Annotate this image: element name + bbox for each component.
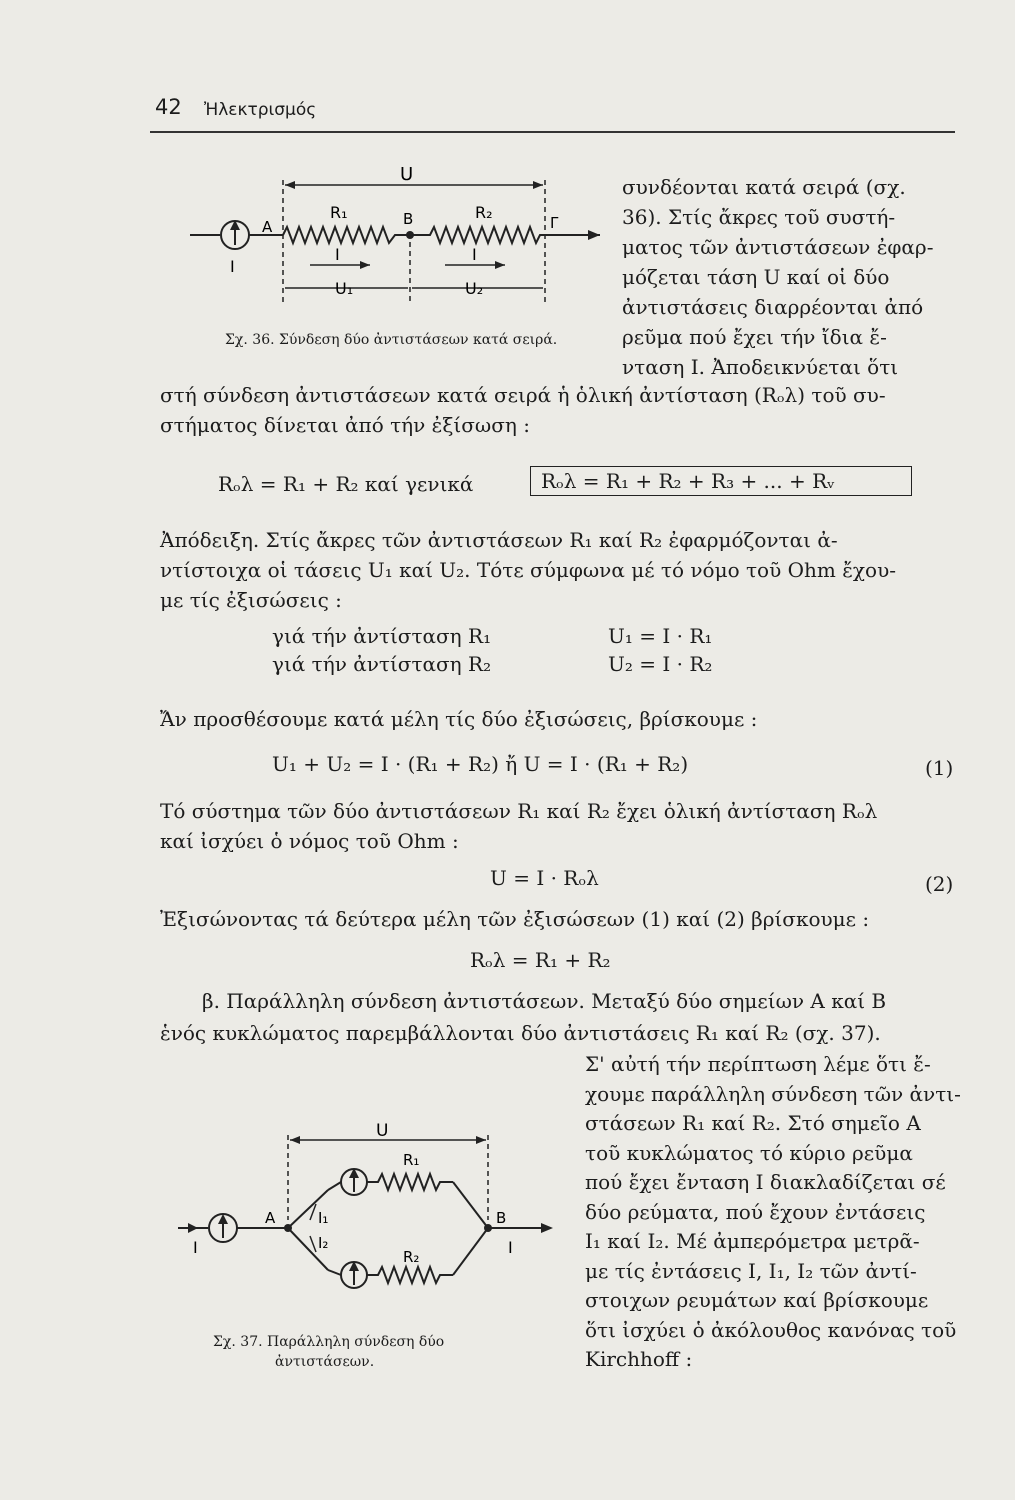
fig36-label-b: B [403,210,414,228]
fig36-label-r2: R₂ [475,203,493,222]
parallel-intro-line-2: ἑνός κυκλώματος παρεμβάλλονται δύο ἀντιστάσεις R₁ καί R₂ (σχ. 37). [160,1021,881,1045]
text-line: ρεῦμα πού ἔχει τήν ἴδια ἔ- [622,325,887,349]
fig36-label-g: Γ [550,214,559,232]
figure-37-caption [213,1332,444,1372]
series-paragraph [160,380,886,440]
text-line: στοιχων ρευμάτων καί βρίσκουμε [585,1288,929,1312]
text-line: δύο ρεύματα, πού ἔχουν ἐντάσεις [585,1199,926,1224]
fig37-label-u: U [376,1121,389,1141]
text-line: στή σύνδεση ἀντιστάσεων κατά σειρά ἡ ὁλική ἀντίσταση (Rₒλ) τοῦ συ- [160,383,886,407]
equation-1-number: (1) [925,756,954,780]
header-rule [150,131,955,133]
fig36-label-u1: U₁ [335,279,354,298]
text-line: μόζεται τάση U καί οἱ δύο [622,265,890,289]
ohm-row-1-label: γιά τήν ἀντίσταση R₁ [272,624,492,648]
fig37-label-r1: R₁ [403,1151,420,1169]
figure-36-series-circuit [190,160,610,310]
fig37-label-b: B [496,1209,507,1227]
text-line: καί ἰσχύει ὁ νόμος τοῦ Ohm : [160,829,459,853]
text-line: με τίς ἐξισώσεις : [160,588,342,612]
right-column-2 [585,1050,961,1375]
text-line: ντίστοιχα οἱ τάσεις U₁ καί U₂. Τότε σύμφωνα μέ τό νόμο τοῦ Ohm ἔχου- [160,558,897,582]
fig37-label-i1: I₁ [318,1209,329,1227]
equate-text: Ἐξισώνοντας τά δεύτερα μέλη τῶν ἐξισώσεων (1) καί (2) βρίσκουμε : [160,907,870,931]
fig36-label-u: U [400,164,414,185]
figure-37-parallel-circuit [178,1120,568,1310]
proof-paragraph [160,525,896,615]
fig37-label-a: A [265,1209,276,1227]
fig36-label-i1: I [335,245,340,264]
ohm-row-2-equation: U₂ = I · R₂ [608,652,713,676]
text-line: Σ' αὐτή τήν περίπτωση λέμε ὅτι ἔ- [585,1052,931,1076]
series-equation: Rₒλ = R₁ + R₂ καί γενικά [218,472,474,496]
text-line: I₁ καί I₂. Μέ ἀμπερόμετρα μετρᾶ- [585,1229,920,1253]
equation-2: U = I · Rₒλ [490,866,599,890]
ohm-row-1-equation: U₁ = I · R₁ [608,624,713,648]
text-line: ἀντιστάσεις διαρρέονται ἀπό [622,295,924,319]
fig36-label-r1: R₁ [330,203,348,222]
text-line: τοῦ κυκλώματος τό κύριο ρεῦμα [585,1140,913,1165]
text-line: Τό σύστημα τῶν δύο ἀντιστάσεων R₁ καί R₂ ἔχει ὁλική ἀντίσταση Rₒλ [160,799,878,823]
text-line: Kirchhoff : [585,1347,693,1371]
fig37-label-i-left: I [193,1238,198,1257]
add-equations-text: Ἄν προσθέσουμε κατά μέλη τίς δύο ἐξισώσεις, βρίσκουμε : [160,707,758,731]
fig36-label-i2: I [472,245,477,264]
text-line: ματος τῶν ἀντιστάσεων ἐφαρ- [622,235,934,259]
text-line: νταση I. Ἀποδεικνύεται ὅτι [622,355,899,379]
ohm-row-2-label: γιά τήν ἀντίσταση R₂ [272,652,492,676]
system-paragraph [160,796,877,856]
text-line: συνδέονται κατά σειρά (σχ. [622,175,906,199]
fig37-label-i2: I₂ [318,1234,329,1252]
parallel-intro-line-1: β. Παράλληλη σύνδεση ἀντιστάσεων. Μεταξύ δύο σημείων A καί B [202,989,887,1013]
text-line: 36). Στίς ἄκρες τοῦ συστή- [622,205,896,229]
fig36-label-a: A [262,218,273,236]
fig37-label-r2: R₂ [403,1248,420,1266]
equation-3: Rₒλ = R₁ + R₂ [470,948,611,972]
text-line: με τίς ἐντάσεις I, I₁, I₂ τῶν ἀντί- [585,1258,917,1283]
text-line: πού ἔχει ἔνταση I διακλαδίζεται σέ [585,1170,946,1194]
text-line: Ἀπόδειξη. Στίς ἄκρες τῶν ἀντιστάσεων R₁ καί R₂ ἐφαρμόζονται ἀ- [160,528,838,552]
caption-line: Σχ. 37. Παράλληλη σύνδεση δύο [213,1334,445,1350]
text-line: ὅτι ἰσχύει ὁ ἀκόλουθος κανόνας τοῦ [585,1317,957,1342]
equation-1: U₁ + U₂ = I · (R₁ + R₂) ἤ U = I · (R₁ + R₂) [272,752,689,776]
text-line: στήματος δίνεται ἀπό τήν ἐξίσωση : [160,413,530,437]
page-number: 42 [155,95,182,119]
right-column-1 [622,172,933,382]
chapter-title: Ἠλεκτρισμός [204,100,317,120]
fig37-label-i-right: I [508,1238,513,1257]
series-equation-general-box: Rₒλ = R₁ + R₂ + R₃ + ... + Rᵥ [530,466,912,496]
figure-36-caption: Σχ. 36. Σύνδεση δύο ἀντιστάσεων κατά σειρά. [225,332,558,348]
equation-2-number: (2) [925,872,954,896]
text-line: χουμε παράλληλη σύνδεση τῶν ἀντι- [585,1081,961,1106]
fig36-label-i-ammeter: I [230,257,235,276]
fig36-label-u2: U₂ [465,279,484,298]
text-line: στάσεων R₁ καί R₂. Στό σημεῖο A [585,1111,921,1135]
caption-line: ἀντιστάσεων. [275,1354,375,1370]
